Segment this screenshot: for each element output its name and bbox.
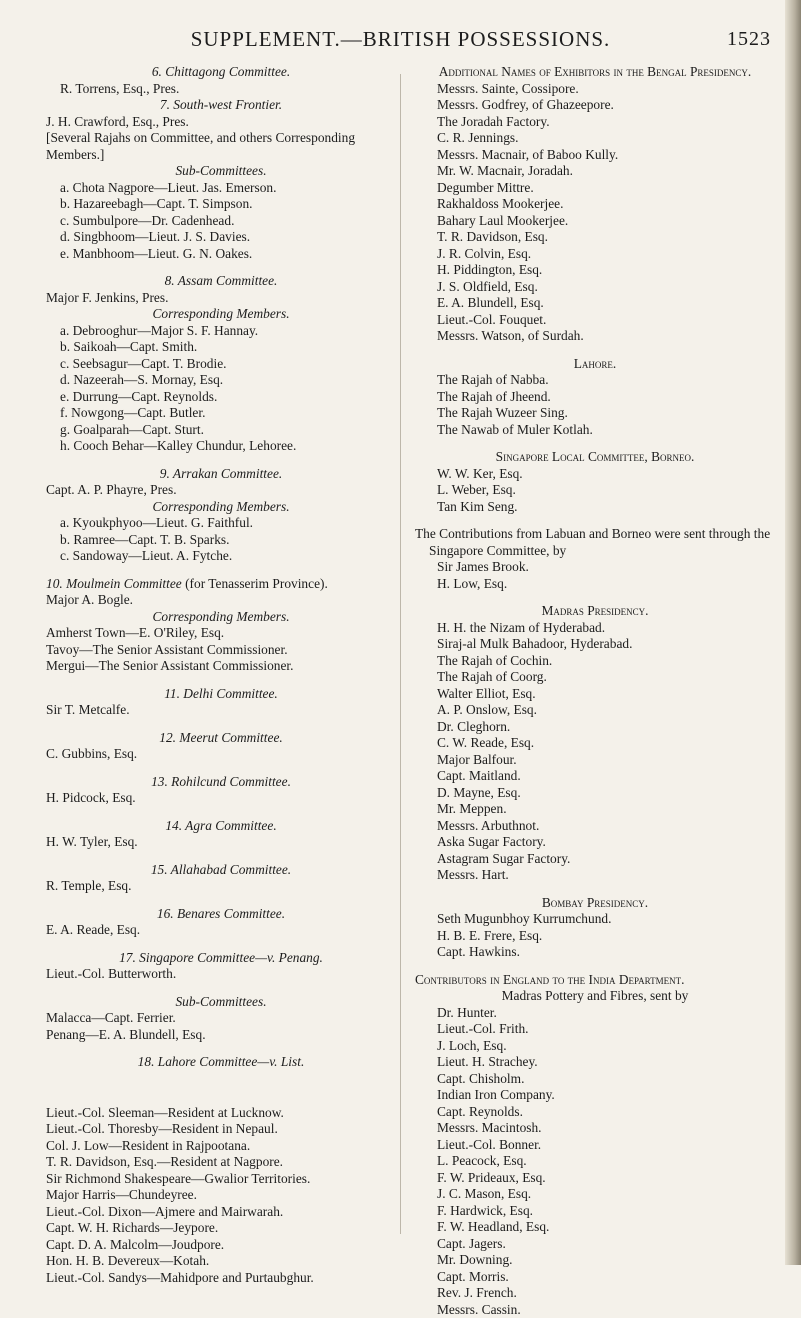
list-item: F. Hardwick, Esq. — [415, 1203, 775, 1220]
section-heading — [46, 576, 396, 593]
member-line: R. Torrens, Esq., Pres. — [46, 81, 396, 98]
list-item: Messrs. Godfrey, of Ghazeepore. — [415, 97, 775, 114]
list-item: b. Saikoah—Capt. Smith. — [46, 339, 396, 356]
list-item: E. A. Blundell, Esq. — [415, 295, 775, 312]
list-item: Rev. J. French. — [415, 1285, 775, 1302]
list-item: T. R. Davidson, Esq.—Resident at Nagpore. — [46, 1154, 396, 1171]
list-item: T. R. Davidson, Esq. — [415, 229, 775, 246]
list-item: J. S. Oldfield, Esq. — [415, 279, 775, 296]
list-item: Rakhaldoss Mookerjee. — [415, 196, 775, 213]
right-column — [415, 64, 775, 1318]
list-item: J. C. Mason, Esq. — [415, 1186, 775, 1203]
note-line: [Several Rajahs on Committee, and others Corresponding Members.] — [46, 130, 396, 163]
list-item: Lieut.-Col. Fouquet. — [415, 312, 775, 329]
list-item: C. W. Reade, Esq. — [415, 735, 775, 752]
section-heading: Additional Names of Exhibitors in the Bengal Presidency. — [415, 64, 775, 81]
list-item: Col. J. Low—Resident in Rajpootana. — [46, 1138, 396, 1155]
page-edge — [785, 0, 801, 1265]
sub-heading: Corresponding Members. — [46, 306, 396, 323]
list-item: c. Sumbulpore—Dr. Cadenhead. — [46, 213, 396, 230]
running-title: SUPPLEMENT.—BRITISH POSSESSIONS. — [191, 27, 611, 51]
list-item: The Rajah of Coorg. — [415, 669, 775, 686]
list-item: Capt. Hawkins. — [415, 944, 775, 961]
list-item: Walter Elliot, Esq. — [415, 686, 775, 703]
list-item: H. Low, Esq. — [415, 576, 775, 593]
list-item: Messrs. Watson, of Surdah. — [415, 328, 775, 345]
list-item: Capt. Chisholm. — [415, 1071, 775, 1088]
list-item: f. Nowgong—Capt. Butler. — [46, 405, 396, 422]
residents-list — [46, 1105, 396, 1287]
list-item: Aska Sugar Factory. — [415, 834, 775, 851]
section-heading: 13. Rohilcund Committee. — [46, 774, 396, 791]
list-item: F. W. Headland, Esq. — [415, 1219, 775, 1236]
list-item: b. Hazareebagh—Capt. T. Simpson. — [46, 196, 396, 213]
madras-list — [415, 620, 775, 884]
section-heading: 16. Benares Committee. — [46, 906, 396, 923]
section-heading: 15. Allahabad Committee. — [46, 862, 396, 879]
bengal-list — [415, 81, 775, 345]
list-item: Penang—E. A. Blundell, Esq. — [46, 1027, 396, 1044]
list-item: H. H. the Nizam of Hyderabad. — [415, 620, 775, 637]
sub-committee-list — [46, 180, 396, 263]
section-heading: Lahore. — [415, 356, 775, 373]
section-heading: 12. Meerut Committee. — [46, 730, 396, 747]
list-item: Mergui—The Senior Assistant Commissioner. — [46, 658, 396, 675]
section-heading: 9. Arrakan Committee. — [46, 466, 396, 483]
list-item: Bahary Laul Mookerjee. — [415, 213, 775, 230]
page-number: 1523 — [727, 26, 771, 52]
list-item: C. R. Jennings. — [415, 130, 775, 147]
member-line: H. W. Tyler, Esq. — [46, 834, 396, 851]
list-item: The Nawab of Muler Kotlah. — [415, 422, 775, 439]
list-item: The Rajah of Cochin. — [415, 653, 775, 670]
sub-heading: Sub-Committees. — [46, 163, 396, 180]
section-heading: 17. Singapore Committee—v. Penang. — [46, 950, 396, 967]
list-item: H. B. E. Frere, Esq. — [415, 928, 775, 945]
member-line: Major F. Jenkins, Pres. — [46, 290, 396, 307]
list-item: Amherst Town—E. O'Riley, Esq. — [46, 625, 396, 642]
list-item: c. Seebsagur—Capt. T. Brodie. — [46, 356, 396, 373]
list-item: Messrs. Cassin. — [415, 1302, 775, 1318]
list-item: Major Balfour. — [415, 752, 775, 769]
left-column — [46, 64, 396, 1286]
list-item: g. Goalparah—Capt. Sturt. — [46, 422, 396, 439]
list-item: Major Harris—Chundeyree. — [46, 1187, 396, 1204]
member-line: Lieut.-Col. Butterworth. — [46, 966, 396, 983]
list-item: Tan Kim Seng. — [415, 499, 775, 516]
list-item: Capt. Reynolds. — [415, 1104, 775, 1121]
list-item: Dr. Hunter. — [415, 1005, 775, 1022]
list-item: Tavoy—The Senior Assistant Commissioner. — [46, 642, 396, 659]
list-item: Lieut.-Col. Sleeman—Resident at Lucknow. — [46, 1105, 396, 1122]
list-item: a. Chota Nagpore—Lieut. Jas. Emerson. — [46, 180, 396, 197]
section-heading: 11. Delhi Committee. — [46, 686, 396, 703]
list-item: Lieut.-Col. Bonner. — [415, 1137, 775, 1154]
list-item: h. Cooch Behar—Kalley Chundur, Lehoree. — [46, 438, 396, 455]
list-item: Lieut.-Col. Thoresby—Resident in Nepaul. — [46, 1121, 396, 1138]
list-item: Lieut.-Col. Sandys—Mahidpore and Purtaubghur. — [46, 1270, 396, 1287]
sub-heading: Corresponding Members. — [46, 499, 396, 516]
list-item: Messrs. Hart. — [415, 867, 775, 884]
page-header — [0, 26, 801, 52]
list-item: The Joradah Factory. — [415, 114, 775, 131]
column-divider — [400, 74, 401, 1234]
section-heading-rest: (for Tenasserim Province). — [182, 576, 328, 591]
note-paragraph: The Contributions from Labuan and Borneo were sent through the Singapore Committee, by — [415, 526, 775, 559]
list-item: The Rajah Wuzeer Sing. — [415, 405, 775, 422]
list-item: The Rajah of Nabba. — [415, 372, 775, 389]
list-item: Degumber Mittre. — [415, 180, 775, 197]
member-line: E. A. Reade, Esq. — [46, 922, 396, 939]
section-heading-italic: 10. Moulmein Committee — [46, 576, 182, 591]
list-item: Capt. D. A. Malcolm—Joudpore. — [46, 1237, 396, 1254]
member-line: Sir T. Metcalfe. — [46, 702, 396, 719]
section-heading: 14. Agra Committee. — [46, 818, 396, 835]
list-item: Lieut.-Col. Dixon—Ajmere and Mairwarah. — [46, 1204, 396, 1221]
list-item: Lieut.-Col. Frith. — [415, 1021, 775, 1038]
list-item: Sir James Brook. — [415, 559, 775, 576]
list-item: Mr. Meppen. — [415, 801, 775, 818]
section-heading: Madras Presidency. — [415, 603, 775, 620]
section-heading: 18. Lahore Committee—v. List. — [46, 1054, 396, 1071]
list-item: Messrs. Arbuthnot. — [415, 818, 775, 835]
corresponding-list — [46, 323, 396, 455]
member-line: H. Pidcock, Esq. — [46, 790, 396, 807]
list-item: H. Piddington, Esq. — [415, 262, 775, 279]
list-item: e. Manbhoom—Lieut. G. N. Oakes. — [46, 246, 396, 263]
list-item: Capt. Jagers. — [415, 1236, 775, 1253]
list-item: Lieut. H. Strachey. — [415, 1054, 775, 1071]
section-heading: 8. Assam Committee. — [46, 273, 396, 290]
member-line: C. Gubbins, Esq. — [46, 746, 396, 763]
list-item: A. P. Onslow, Esq. — [415, 702, 775, 719]
sub-heading: Madras Pottery and Fibres, sent by — [415, 988, 775, 1005]
sub-heading: Corresponding Members. — [46, 609, 396, 626]
list-item: Malacca—Capt. Ferrier. — [46, 1010, 396, 1027]
list-item: J. Loch, Esq. — [415, 1038, 775, 1055]
england-list — [415, 1005, 775, 1318]
list-item: L. Weber, Esq. — [415, 482, 775, 499]
list-item: J. R. Colvin, Esq. — [415, 246, 775, 263]
list-item: Messrs. Macnair, of Baboo Kully. — [415, 147, 775, 164]
list-item: Dr. Cleghorn. — [415, 719, 775, 736]
list-item: Astagram Sugar Factory. — [415, 851, 775, 868]
section-heading: Bombay Presidency. — [415, 895, 775, 912]
list-item: Capt. W. H. Richards—Jeypore. — [46, 1220, 396, 1237]
member-line: Major A. Bogle. — [46, 592, 396, 609]
list-item: e. Durrung—Capt. Reynolds. — [46, 389, 396, 406]
list-item: a. Kyoukphyoo—Lieut. G. Faithful. — [46, 515, 396, 532]
section-heading: 6. Chittagong Committee. — [46, 64, 396, 81]
member-line: J. H. Crawford, Esq., Pres. — [46, 114, 396, 131]
section-heading: Singapore Local Committee, Borneo. — [415, 449, 775, 466]
list-item: Capt. Morris. — [415, 1269, 775, 1286]
list-item: Sir Richmond Shakespeare—Gwalior Territories. — [46, 1171, 396, 1188]
list-item: Hon. H. B. Devereux—Kotah. — [46, 1253, 396, 1270]
list-item: The Rajah of Jheend. — [415, 389, 775, 406]
list-item: Indian Iron Company. — [415, 1087, 775, 1104]
list-item: Capt. Maitland. — [415, 768, 775, 785]
list-item: Messrs. Sainte, Cossipore. — [415, 81, 775, 98]
list-item: Messrs. Macintosh. — [415, 1120, 775, 1137]
sub-heading: Sub-Committees. — [46, 994, 396, 1011]
list-item: b. Ramree—Capt. T. B. Sparks. — [46, 532, 396, 549]
list-item: W. W. Ker, Esq. — [415, 466, 775, 483]
list-item: a. Debrooghur—Major S. F. Hannay. — [46, 323, 396, 340]
list-item: F. W. Prideaux, Esq. — [415, 1170, 775, 1187]
list-item: D. Mayne, Esq. — [415, 785, 775, 802]
list-item: L. Peacock, Esq. — [415, 1153, 775, 1170]
list-item: Mr. W. Macnair, Joradah. — [415, 163, 775, 180]
section-heading: 7. South-west Frontier. — [46, 97, 396, 114]
list-item: Mr. Downing. — [415, 1252, 775, 1269]
corresponding-list — [46, 515, 396, 565]
list-item: Seth Mugunbhoy Kurrumchund. — [415, 911, 775, 928]
list-item: d. Nazeerah—S. Mornay, Esq. — [46, 372, 396, 389]
list-item: Siraj-al Mulk Bahadoor, Hyderabad. — [415, 636, 775, 653]
section-heading: Contributors in England to the India Department. — [415, 972, 775, 989]
member-line: Capt. A. P. Phayre, Pres. — [46, 482, 396, 499]
list-item: c. Sandoway—Lieut. A. Fytche. — [46, 548, 396, 565]
list-item: d. Singbhoom—Lieut. J. S. Davies. — [46, 229, 396, 246]
member-line: R. Temple, Esq. — [46, 878, 396, 895]
